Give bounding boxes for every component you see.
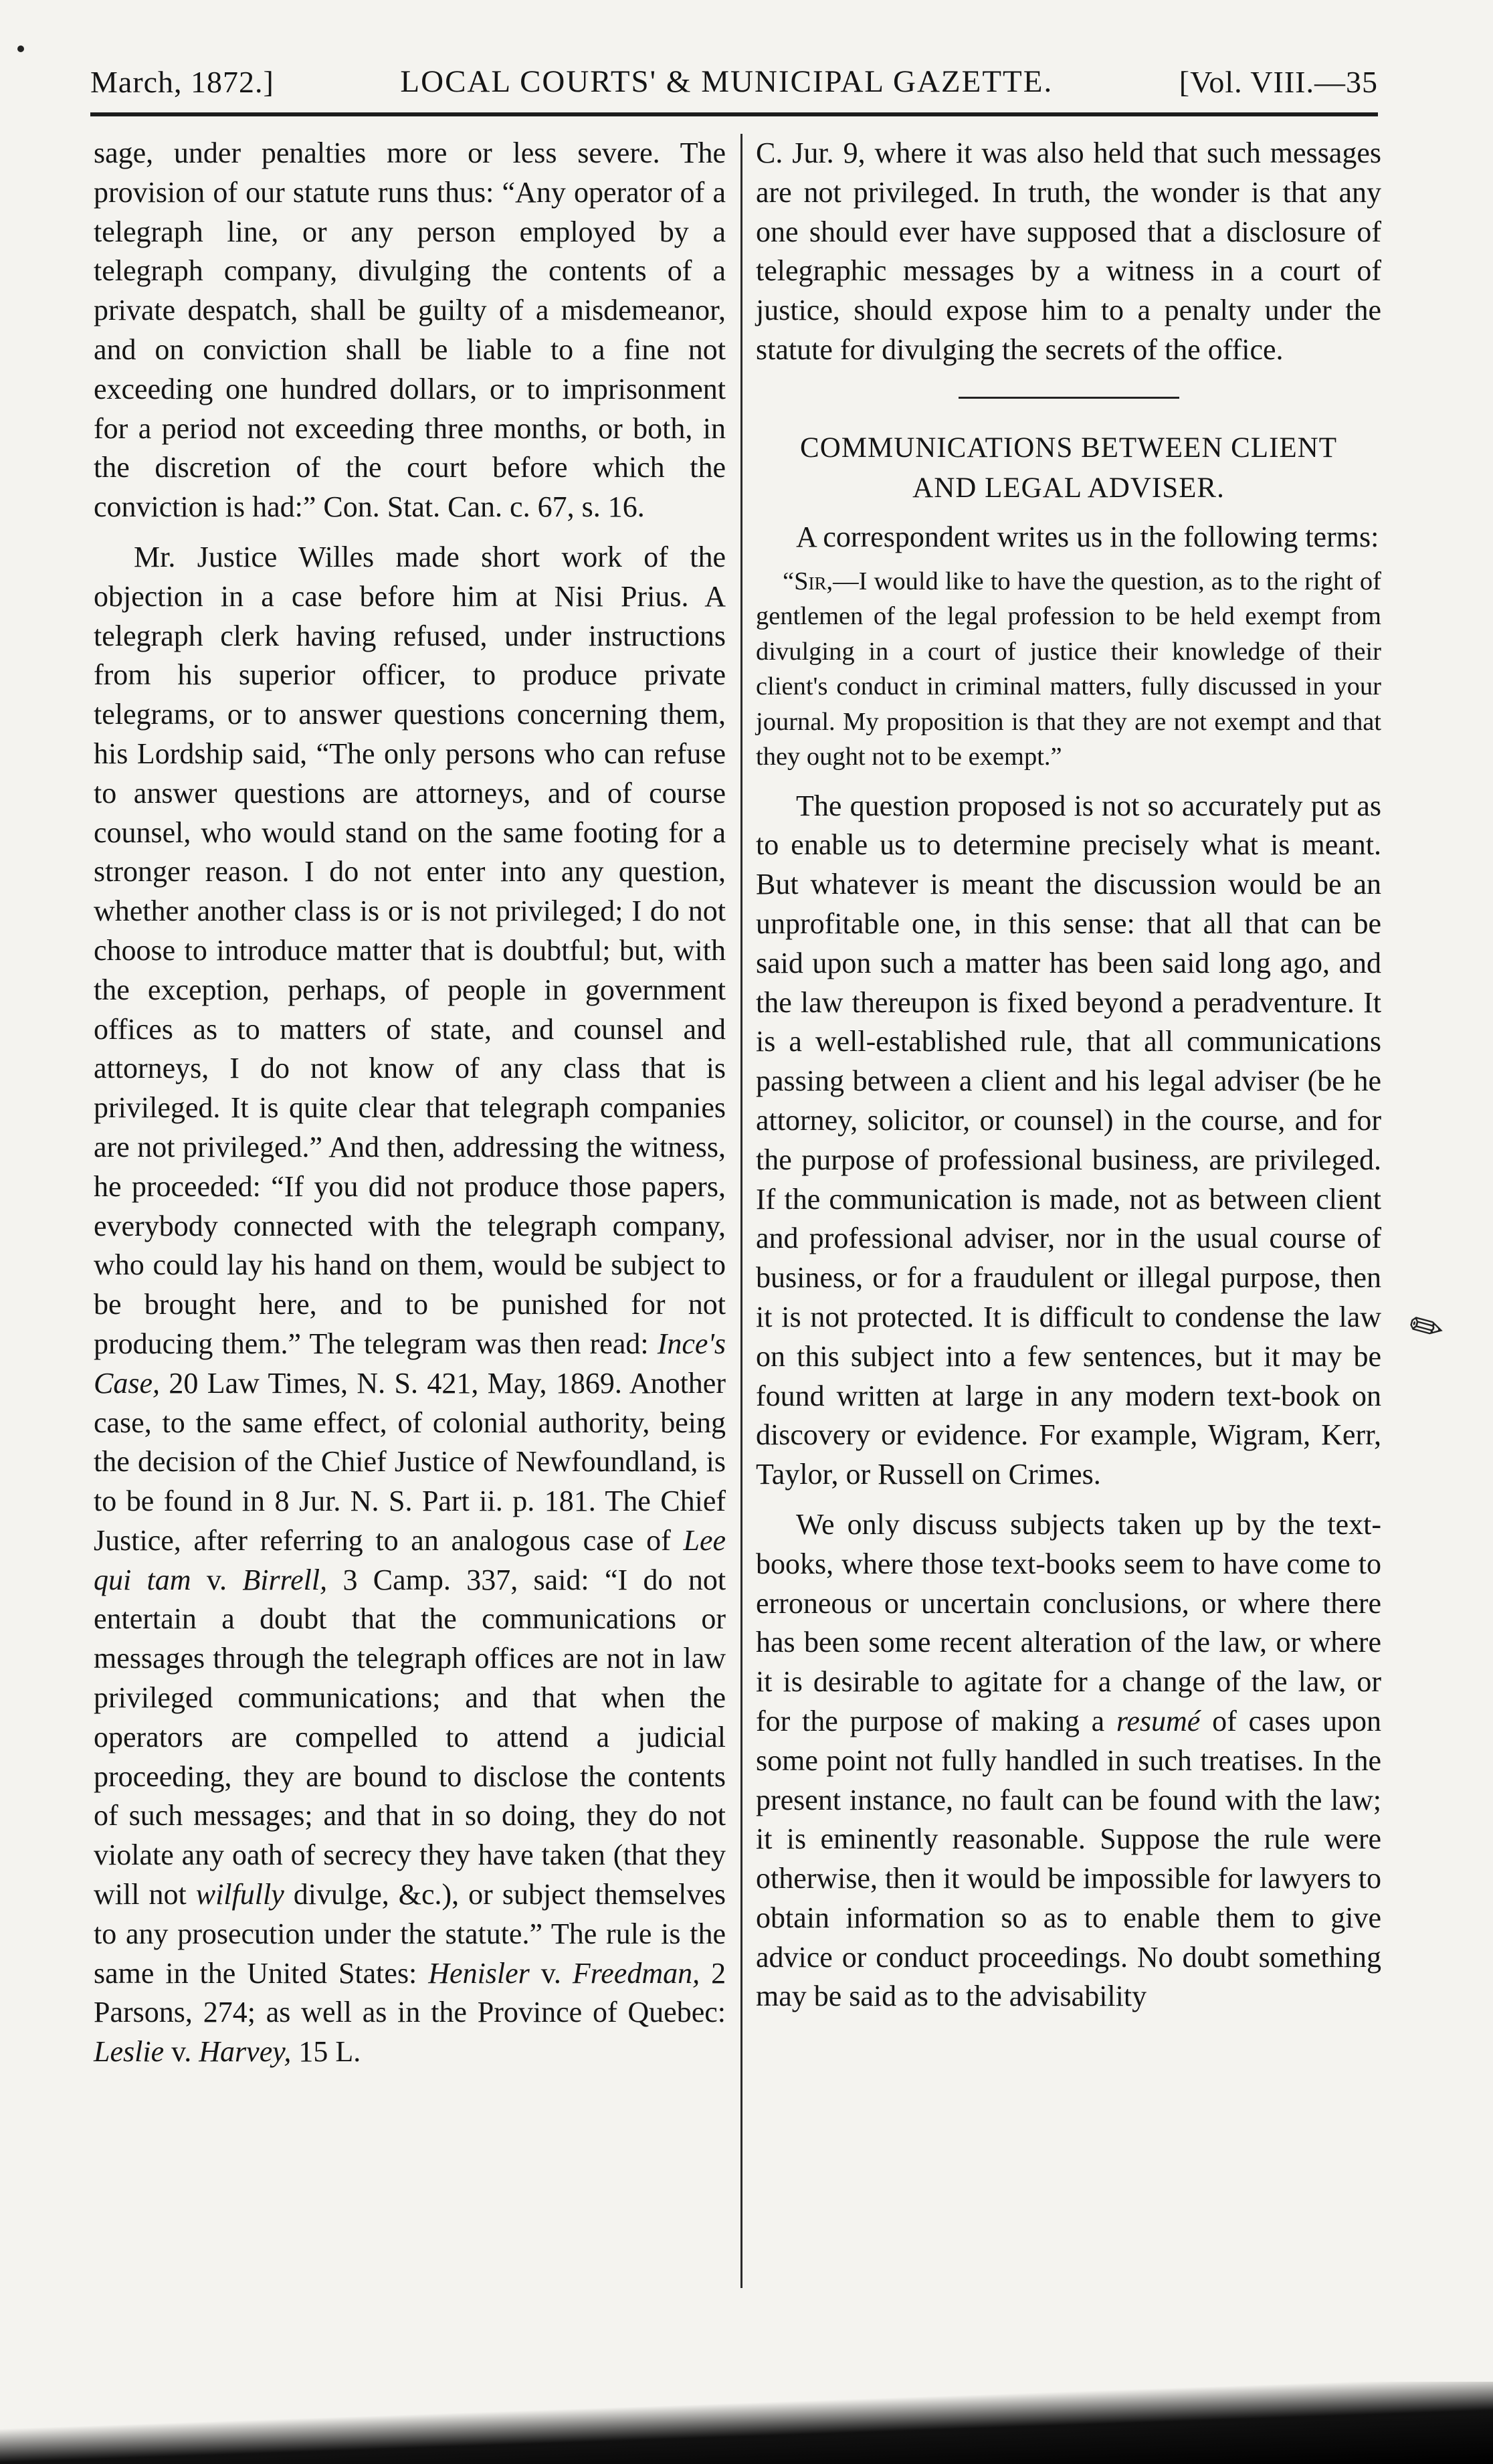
paragraph-statute: sage, under penalties more or less severe. The provision of our statute runs thus: “Any operator of a telegraph line, or any person employed by a telegraph company, divulging the contents of a private despatch, shall be guilty of a misdemeanor, and on conviction shall be liable to a fine not exceeding one hundred dollars, or to imprisonment for a period not exceeding three months, or both, in the discretion of the court before which the conviction is had:” Con. Stat. Can. c. 67, s. 16.: [94, 136, 726, 524]
paragraph-correspondent: A correspondent writes us in the following terms:: [796, 520, 1379, 553]
header-date: March, 1872.]: [90, 64, 274, 99]
text-run: 2 Parsons, 274; as well as in the Province of Quebec:: [94, 1956, 726, 2029]
header-title: LOCAL COURTS' & MUNICIPAL GAZETTE.: [400, 64, 1054, 99]
case-name: Leslie: [94, 2035, 165, 2069]
header-volume: [Vol. VIII.—35: [1179, 64, 1378, 99]
paragraph-willes: [94, 538, 726, 2072]
text-run: “: [783, 567, 795, 595]
text-run: Mr. Justice Willes made short work of the objection in a case before him at Nisi Prius. A telegraph clerk having refused, under instructions from his superior officer, to produce private telegrams, or to answer questions concerning them, his Lordship said, “The only persons who can refuse to answer questions are attorneys, and of course counsel, who would stand on the same footing for a stronger reason. I do not enter into any question, whether another class is or is not privileged; I do not choose to introduce matter that is doubtful; but, with the exception, perhaps, of people in government offices as to matters of state, and counsel and attorneys, I do not know of any class that is privileged. It is quite clear that telegraph companies are not privileged.” And then, addressing the witness, he proceeded: “If you did not produce those papers, everybody connected with the telegraph company, who could lay his hand on them, would be subject to be brought here, and to be punished for not producing them.” The telegram was then read:: [94, 540, 726, 1360]
ink-dot: [17, 45, 24, 52]
scan-edge-shadow: [0, 2382, 1493, 2464]
case-name: Lee qui tam: [94, 1523, 726, 1596]
text-run: v.: [540, 1956, 561, 1990]
section-heading: [756, 428, 1381, 508]
case-name: Freedman,: [572, 1956, 700, 1990]
case-name: Harvey,: [199, 2035, 292, 2069]
header-rule: [90, 112, 1378, 116]
right-column: [756, 134, 1381, 2321]
case-name: Henisler: [428, 1956, 530, 1990]
heading-line: AND LEGAL ADVISER.: [912, 472, 1225, 504]
text-run: v.: [206, 1563, 227, 1596]
text-run: divulge, &c.), or subject themselves to any prosecution under the statute.” The rule is the same in the United States:: [94, 1878, 726, 1990]
case-name: Birrell,: [242, 1563, 328, 1596]
correspondent-letter: [756, 564, 1381, 775]
heading-line: COMMUNICATIONS BETWEEN CLIENT: [800, 432, 1337, 464]
text-run: We only discuss subjects taken up by the text-books, where those text-books seem to have come to erroneous or uncertain conclusions, or where there has been some recent alteration of the law, or where it is desirable to agitate for a change of the law, or for the purpose of making a: [756, 1507, 1381, 1737]
text-run: 15 L.: [298, 2035, 361, 2069]
paragraph-privilege-rule: The question proposed is not so accurately put as to enable us to determine precisely what is meant. But whatever is meant the discussion would be an unprofitable one, in this sense: that all that can be said upon such a matter has been said long ago, and the law thereupon is fixed beyond a peradventure. It is a well-established rule, that all communications passing between a client and his legal adviser (be he attorney, solicitor, or counsel) in the course, and for the purpose of professional business, are privileged. If the communication is made, not as between client and professional adviser, nor in the usual course of business, or for a fraudulent or illegal purpose, then it is not protected. It is difficult to condense the law on this subject into a few sentences, but it may be found written at large in any modern text-book on discovery or evidence. For example, Wigram, Kerr, Taylor, or Russell on Crimes.: [756, 789, 1381, 1491]
paragraph-textbooks: [756, 1505, 1381, 2016]
text-run: of cases upon some point not fully handled in such treatises. In the present instance, no fault can be found with the law; it is eminently reasonable. Suppose the rule were otherwise, then it would be impossible for lawyers to obtain information so as to enable them to give advice or conduct proceedings. No doubt something may be said as to the advisability: [756, 1704, 1382, 2013]
margin-ink-mark: ✎: [1400, 1299, 1454, 1357]
left-column: [94, 134, 726, 2321]
section-rule: [959, 397, 1179, 399]
salutation: Sir,: [794, 567, 833, 595]
text-run: 20 Law Times, N. S. 421, May, 1869. Another case, to the same effect, of colonial authority, being the decision of the Chief Justice of Newfoundland, is to be found in 8 Jur. N. S. Part ii. p. 181. The Chief Justice, after referring to an analogous case of: [94, 1366, 726, 1557]
text-run: v.: [171, 2035, 192, 2069]
emphasis: resumé: [1116, 1704, 1201, 1737]
emphasis: wilfully: [195, 1878, 284, 1911]
paragraph-telegraph-conclusion: C. Jur. 9, where it was also held that such messages are not privileged. In truth, the wonder is that any one should ever have supposed that a disclosure of telegraphic messages by a witness in a court of justice, should expose him to a penalty under the statute for divulging the secrets of the office.: [756, 136, 1381, 366]
running-header: [90, 55, 1378, 108]
text-run: —I would like to have the question, as to the right of gentlemen of the legal profession to be held exempt from divulging in a court of justice their knowledge of their client's conduct in criminal matters, fully discussed in your journal. My proposition is that they are not exempt and that they ought not to be exempt.”: [756, 567, 1381, 771]
case-name: Ince's Case,: [94, 1327, 726, 1400]
column-divider: [740, 134, 742, 2288]
text-run: 3 Camp. 337, said: “I do not entertain a doubt that the communications or messages through the telegraph offices are not in law privileged communications; and that when the operators are compelled to attend a judicial proceeding, they are bound to disclose the contents of such messages; and that in so doing, they do not violate any oath of secrecy they have taken (that they will not: [94, 1563, 726, 1911]
